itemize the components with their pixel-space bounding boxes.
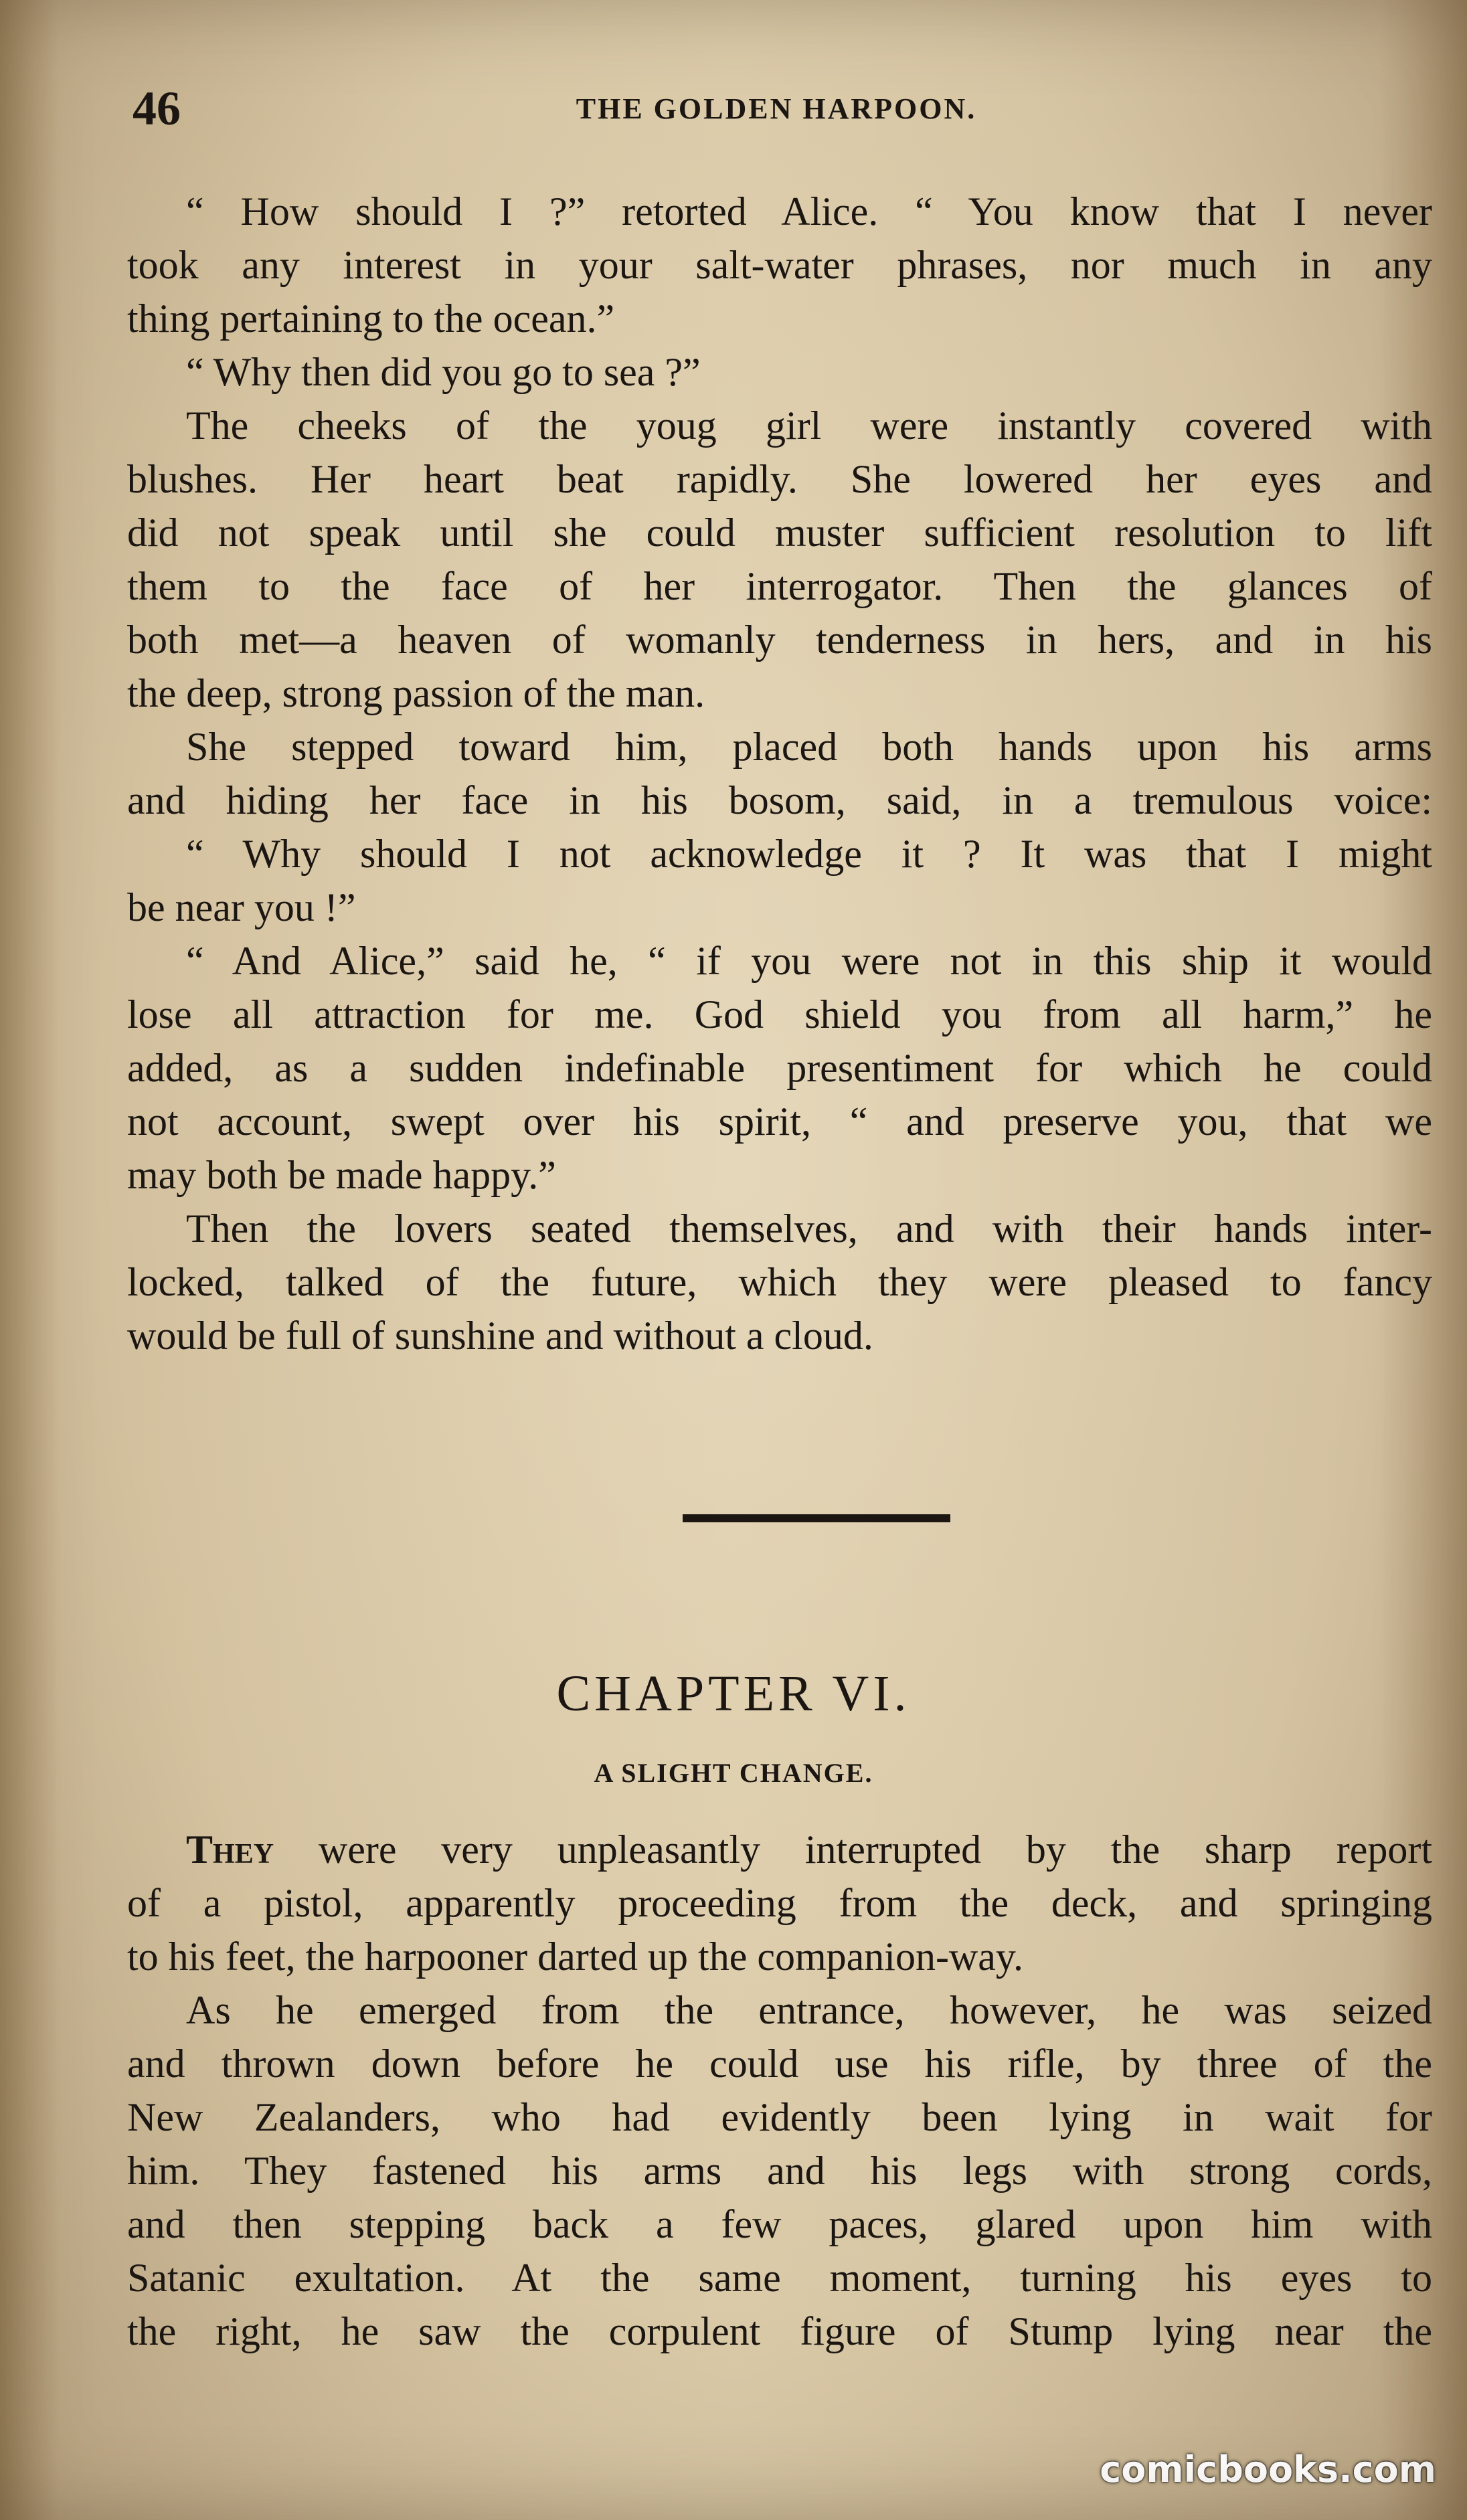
section-divider-rule: [683, 1514, 950, 1522]
text-line: and hiding her face in his bosom, said, in a tremulous voice:: [127, 778, 1432, 822]
text-line: The cheeks of the youg girl were instantly covered with: [186, 403, 1432, 448]
text-line: them to the face of her interrogator. Then the glances of: [127, 564, 1432, 608]
text-line: to his feet, the harpooner darted up the companion-way.: [127, 1934, 1023, 1979]
paragraph: [127, 1202, 1432, 1362]
text-line: Satanic exultation. At the same moment, turning his eyes to: [127, 2256, 1432, 2300]
paragraph: [127, 1983, 1432, 2358]
text-line: would be full of sunshine and without a cloud.: [127, 1314, 873, 1358]
text-line: and then stepping back a few paces, glared upon him with: [127, 2202, 1432, 2246]
text-line: “ Why should I not acknowledge it ? It was that I might: [186, 832, 1432, 876]
paragraph: [127, 345, 1432, 399]
text-line: be near you !”: [127, 885, 356, 929]
paragraph: [127, 399, 1432, 720]
text-line: New Zealanders, who had evidently been lying in wait for: [127, 2095, 1432, 2139]
page-number: 46: [133, 82, 181, 135]
text-line-rest: were very unpleasantly interrupted by the sharp report: [274, 1827, 1432, 1872]
text-line: thing pertaining to the ocean.”: [127, 296, 615, 341]
text-line: She stepped toward him, placed both hands upon his arms: [186, 725, 1432, 769]
body-text-section-1: [127, 185, 1432, 1362]
text-line: added, as a sudden indefinable presentiment for which he could: [127, 1046, 1432, 1090]
text-line: him. They fastened his arms and his legs with strong cords,: [127, 2149, 1432, 2193]
text-line: took any interest in your salt-water phrases, nor much in any: [127, 243, 1432, 287]
text-line: lose all attraction for me. God shield you from all harm,” he: [127, 992, 1432, 1037]
text-line: “ How should I ?” retorted Alice. “ You know that I never: [186, 189, 1432, 234]
text-line: and thrown down before he could use his rifle, by three of the: [127, 2042, 1432, 2086]
text-line: both met—a heaven of womanly tenderness in hers, and in his: [127, 618, 1432, 662]
page-header: [120, 82, 1432, 135]
text-line: [127, 1823, 1432, 1876]
paragraph: [127, 934, 1432, 1202]
text-line: the right, he saw the corpulent figure of Stump lying near the: [127, 2309, 1432, 2353]
paragraph: [127, 720, 1432, 827]
body-text-section-2: [127, 1823, 1432, 2358]
lead-word: They: [186, 1827, 274, 1872]
text-line: did not speak until she could muster sufficient resolution to lift: [127, 511, 1432, 555]
text-line: may both be made happy.”: [127, 1153, 556, 1197]
chapter-heading: CHAPTER VI.: [556, 1666, 911, 1722]
paragraph: [127, 185, 1432, 345]
running-title: THE GOLDEN HARPOON.: [576, 92, 977, 125]
text-line: not account, swept over his spirit, “ and preserve you, that we: [127, 1099, 1432, 1144]
text-line: “ Why then did you go to sea ?”: [186, 350, 701, 394]
chapter-subtitle: A SLIGHT CHANGE.: [594, 1758, 873, 1788]
text-line: the deep, strong passion of the man.: [127, 671, 705, 715]
paragraph: [127, 827, 1432, 934]
text-line: locked, talked of the future, which they were pleased to fancy: [127, 1260, 1432, 1304]
source-watermark: comicbooks.com: [1100, 2448, 1436, 2491]
text-line: “ And Alice,” said he, “ if you were not in this ship it would: [186, 939, 1432, 983]
paragraph: [127, 1823, 1432, 1983]
text-line: As he emerged from the entrance, however, he was seized: [186, 1988, 1432, 2032]
text-line: Then the lovers seated themselves, and with their hands inter-: [186, 1206, 1432, 1251]
text-line: blushes. Her heart beat rapidly. She lowered her eyes and: [127, 457, 1432, 501]
text-line: of a pistol, apparently proceeding from the deck, and springing: [127, 1881, 1432, 1925]
